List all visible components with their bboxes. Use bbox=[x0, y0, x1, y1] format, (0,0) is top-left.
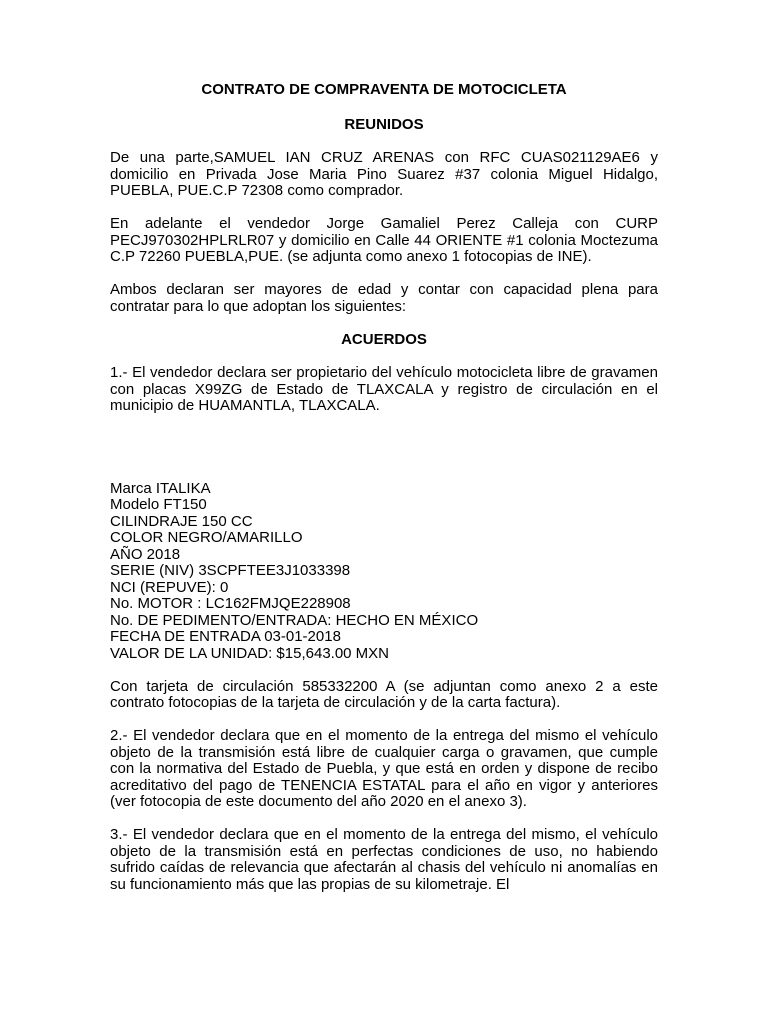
document-body bbox=[110, 82, 658, 910]
heading-reunidos: REUNIDOS bbox=[344, 115, 424, 133]
heading-acuerdos: ACUERDOS bbox=[341, 330, 427, 348]
paragraph-ambos-declaran: Ambos declaran ser mayores de edad y contar con capacidad plena para contratar para lo que adoptan los siguientes: bbox=[110, 281, 658, 315]
spec-valor: VALOR DE LA UNIDAD: $15,643.00 MXN bbox=[110, 644, 390, 662]
paragraph-acuerdo-3: 3.- El vendedor declara que en el momento de la entrega del mismo, el vehículo objeto de la transmisión está en perfectas condiciones de uso, no habiendo sufrido caídas de relevancia que afectarán al chasis del vehículo ni anomalías en su funcionamiento más que las propias de su kilometraje. El bbox=[110, 826, 658, 893]
vehicle-specs-list bbox=[110, 481, 658, 663]
spec-motor: No. MOTOR : LC162FMJQE228908 bbox=[110, 595, 351, 612]
spec-marca: Marca ITALIKA bbox=[110, 479, 211, 497]
blank-space bbox=[110, 431, 658, 481]
spec-serie: SERIE (NIV) 3SCPFTEE3J1033398 bbox=[110, 562, 351, 579]
paragraph-vendedor: En adelante el vendedor Jorge Gamaliel Perez Calleja con CURP PECJ970302HPLRLR07 y domicilio en Calle 44 ORIENTE #1 colonia Moctezuma C.P 72260 PUEBLA,PUE. (se adjunta como anexo 1 fotocopias de INE). bbox=[110, 215, 658, 265]
spec-color: COLOR NEGRO/AMARILLO bbox=[110, 529, 303, 546]
spec-nci: NCI (REPUVE): 0 bbox=[110, 578, 229, 596]
paragraph-acuerdo-2: 2.- El vendedor declara que en el momento de la entrega del mismo el vehículo objeto de la transmisión está libre de cualquier carga o gravamen, que cumple con la normativa del Estado de Puebla, y que está en orden y dispone de recibo acreditativo del pago de TENENCIA ESTATAL para el año en vigor y anteriores (ver fotocopia de este documento del año 2020 en el anexo 3). bbox=[110, 727, 658, 810]
paragraph-acuerdo-1: 1.- El vendedor declara ser propietario del vehículo motocicleta libre de gravamen con placas X99ZG de Estado de TLAXCALA y registro de circulación en el municipio de HUAMANTLA, TLAXCALA. bbox=[110, 364, 658, 414]
document-title: CONTRATO DE COMPRAVENTA DE MOTOCICLETA bbox=[201, 81, 567, 98]
spec-fecha-entrada: FECHA DE ENTRADA 03-01-2018 bbox=[110, 628, 341, 645]
spec-modelo: Modelo FT150 bbox=[110, 496, 207, 513]
paragraph-tarjeta-circulacion: Con tarjeta de circulación 585332200 A (se adjuntan como anexo 2 a este contrato fotocopias de la tarjeta de circulación y de la carta factura). bbox=[110, 677, 658, 711]
spec-pedimento: No. DE PEDIMENTO/ENTRADA: HECHO EN MÉXICO bbox=[110, 611, 479, 629]
spec-cilindraje: CILINDRAJE 150 CC bbox=[110, 512, 253, 530]
paragraph-comprador: De una parte,SAMUEL IAN CRUZ ARENAS con RFC CUAS021129AE6 y domicilio en Privada Jose Maria Pino Suarez #37 colonia Miguel Hidalgo, PUEBLA, PUE.C.P 72308 como comprador. bbox=[110, 149, 658, 199]
spec-anio: AÑO 2018 bbox=[110, 545, 181, 563]
